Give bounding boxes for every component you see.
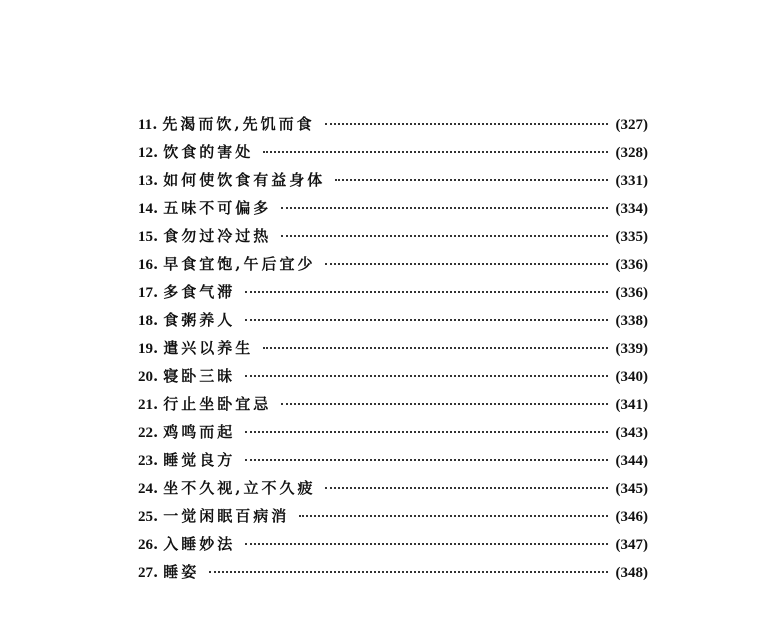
entry-title: 行止坐卧宜忌	[163, 395, 272, 413]
entry-title: 睡觉良方	[163, 451, 236, 469]
entry-number: 23	[138, 453, 153, 469]
dot-leader	[245, 431, 607, 433]
entry-title: 睡姿	[163, 563, 200, 581]
entry-page: (346)	[615, 509, 648, 525]
entry-page: (340)	[615, 369, 648, 385]
entry-number: 18	[138, 313, 153, 329]
entry-number: 26	[138, 537, 153, 553]
dot-leader	[325, 123, 608, 125]
entry-number: 17	[138, 285, 153, 301]
entry-title: 多食气滞	[163, 283, 236, 301]
number-separator: .	[153, 227, 160, 245]
entry-number: 21	[138, 397, 153, 413]
entry-page: (341)	[615, 397, 648, 413]
entry-title: 先渴而饮,先饥而食	[162, 115, 315, 133]
entry-number: 24	[138, 481, 153, 497]
toc-entry[interactable]	[138, 225, 648, 253]
number-separator: .	[153, 479, 160, 497]
dot-leader	[209, 571, 607, 573]
dot-leader	[263, 151, 607, 153]
entry-number: 14	[138, 201, 153, 217]
toc-entry[interactable]	[138, 393, 648, 421]
number-separator: .	[153, 395, 160, 413]
entry-number: 12	[138, 145, 153, 161]
number-separator: .	[153, 507, 160, 525]
dot-leader	[325, 263, 607, 265]
number-separator: .	[153, 535, 160, 553]
entry-page: (348)	[615, 565, 648, 581]
number-separator: .	[153, 143, 160, 161]
entry-title: 饮食的害处	[163, 143, 254, 161]
toc-entry[interactable]	[138, 281, 648, 309]
number-separator: .	[153, 563, 160, 581]
entry-page: (343)	[615, 425, 648, 441]
entry-page: (347)	[615, 537, 648, 553]
entry-page: (336)	[615, 257, 648, 273]
entry-page: (328)	[615, 145, 648, 161]
entry-number: 27	[138, 565, 153, 581]
dot-leader	[263, 347, 607, 349]
toc-entry[interactable]	[138, 309, 648, 337]
entry-number: 11	[138, 117, 153, 133]
entry-page: (338)	[615, 313, 648, 329]
entry-title: 食勿过冷过热	[163, 227, 272, 245]
toc-entry[interactable]	[138, 561, 648, 589]
entry-number: 20	[138, 369, 153, 385]
toc-entry[interactable]	[138, 113, 648, 141]
entry-number: 19	[138, 341, 153, 357]
number-separator: .	[153, 339, 160, 357]
toc-entry[interactable]	[138, 533, 648, 561]
entry-title: 坐不久视,立不久疲	[163, 479, 316, 497]
toc-entry[interactable]	[138, 197, 648, 225]
entry-number: 16	[138, 257, 153, 273]
entry-page: (336)	[615, 285, 648, 301]
number-separator: .	[153, 199, 160, 217]
toc-entry[interactable]	[138, 253, 648, 281]
toc-entry[interactable]	[138, 169, 648, 197]
dot-leader	[281, 235, 607, 237]
entry-title: 早食宜饱,午后宜少	[163, 255, 316, 273]
entry-page: (345)	[615, 481, 648, 497]
entry-page: (339)	[615, 341, 648, 357]
entry-page: (327)	[615, 117, 648, 133]
entry-title: 寝卧三昧	[163, 367, 236, 385]
entry-number: 25	[138, 509, 153, 525]
toc-entry[interactable]	[138, 365, 648, 393]
toc-entry[interactable]	[138, 449, 648, 477]
toc-entry[interactable]	[138, 421, 648, 449]
dot-leader	[335, 179, 607, 181]
entry-title: 遣兴以养生	[163, 339, 254, 357]
number-separator: .	[153, 283, 160, 301]
toc-entry[interactable]	[138, 337, 648, 365]
dot-leader	[325, 487, 607, 489]
dot-leader	[299, 515, 607, 517]
entry-title: 五味不可偏多	[163, 199, 272, 217]
entry-number: 13	[138, 173, 153, 189]
dot-leader	[245, 459, 607, 461]
number-separator: .	[153, 451, 160, 469]
number-separator: .	[152, 115, 159, 133]
entry-number: 15	[138, 229, 153, 245]
toc-entry[interactable]	[138, 141, 648, 169]
entry-title: 食粥养人	[163, 311, 236, 329]
table-of-contents	[138, 113, 648, 589]
number-separator: .	[153, 171, 160, 189]
entry-number: 22	[138, 425, 153, 441]
dot-leader	[245, 375, 607, 377]
dot-leader	[281, 403, 607, 405]
number-separator: .	[153, 311, 160, 329]
dot-leader	[245, 543, 607, 545]
entry-page: (335)	[615, 229, 648, 245]
dot-leader	[245, 291, 607, 293]
entry-title: 如何使饮食有益身体	[163, 171, 326, 189]
toc-entry[interactable]	[138, 477, 648, 505]
number-separator: .	[153, 255, 160, 273]
entry-title: 入睡妙法	[163, 535, 236, 553]
number-separator: .	[153, 367, 160, 385]
entry-title: 鸡鸣而起	[163, 423, 236, 441]
entry-page: (331)	[615, 173, 648, 189]
entry-title: 一觉闲眠百病消	[163, 507, 290, 525]
dot-leader	[245, 319, 607, 321]
number-separator: .	[153, 423, 160, 441]
entry-page: (344)	[615, 453, 648, 469]
toc-entry[interactable]	[138, 505, 648, 533]
dot-leader	[281, 207, 607, 209]
entry-page: (334)	[615, 201, 648, 217]
